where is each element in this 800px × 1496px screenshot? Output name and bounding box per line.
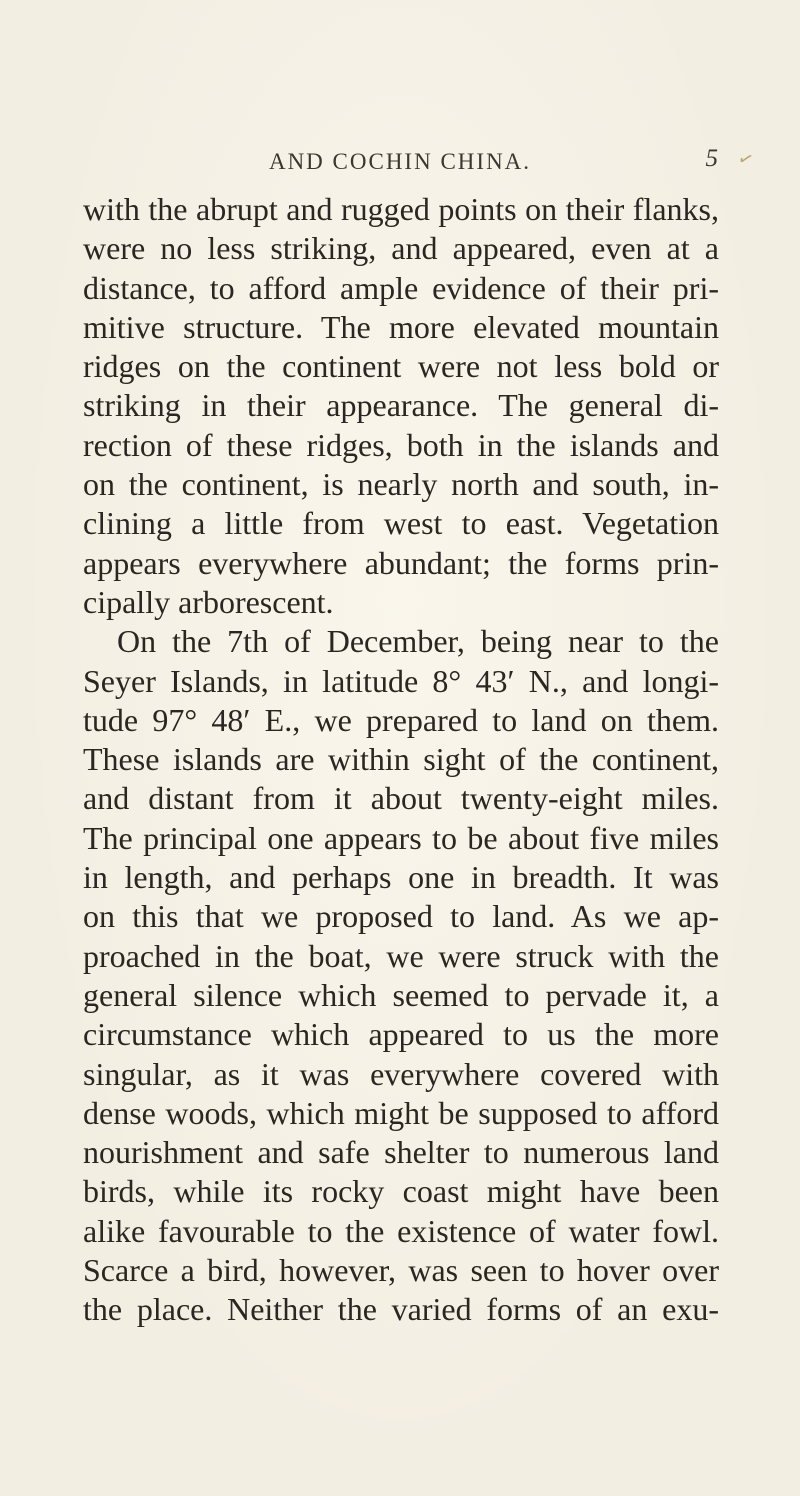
text-line-12: On the 7th of December, being near to the bbox=[117, 623, 719, 660]
text-line-25: nourishment and safe shelter to numerous land bbox=[83, 1134, 719, 1171]
text-line-4: mitive structure. The more elevated mountain bbox=[83, 308, 719, 345]
text-line-7: rection of these ridges, both in the islands and bbox=[83, 426, 719, 463]
text-line-29: the place. Neither the varied forms of an exu- bbox=[83, 1291, 719, 1328]
page-number: 5 bbox=[705, 145, 718, 172]
text-line-22: circumstance which appeared to us the more bbox=[83, 1016, 719, 1053]
text-line-24: dense woods, which might be supposed to afford bbox=[83, 1094, 719, 1131]
text-line-15: These islands are within sight of the continent, bbox=[83, 741, 719, 778]
text-line-6: striking in their appearance. The general di- bbox=[83, 387, 719, 424]
text-line-1: with the abrupt and rugged points on their flanks, bbox=[83, 191, 719, 227]
check-mark-icon: ✓ bbox=[734, 147, 757, 172]
text-line-9: clining a little from west to east. Vegetation bbox=[83, 505, 719, 542]
text-line-23: singular, as it was everywhere covered with bbox=[83, 1055, 719, 1092]
text-line-20: proached in the boat, we were struck with the bbox=[83, 937, 719, 974]
text-line-3: distance, to afford ample evidence of their pri- bbox=[83, 269, 719, 306]
text-line-26: birds, while its rocky coast might have been bbox=[83, 1173, 719, 1210]
text-line-28: Scarce a bird, however, was seen to hover over bbox=[83, 1252, 719, 1289]
text-line-5: ridges on the continent were not less bold or bbox=[83, 348, 719, 385]
body-text bbox=[83, 190, 719, 1330]
text-line-18: in length, and perhaps one in breadth. It was bbox=[83, 859, 719, 896]
running-head: AND COCHIN CHINA. bbox=[268, 149, 532, 174]
page-header bbox=[0, 145, 800, 179]
text-line-11: cipally arborescent. bbox=[83, 583, 334, 620]
text-line-8: on the continent, is nearly north and south, in- bbox=[83, 466, 719, 503]
text-line-13: Seyer Islands, in latitude 8° 43′ N., and longi- bbox=[83, 662, 719, 699]
text-line-14: tude 97° 48′ E., we prepared to land on them. bbox=[83, 701, 719, 738]
text-line-21: general silence which seemed to pervade it, a bbox=[83, 976, 719, 1013]
text-line-19: on this that we proposed to land. As we ap- bbox=[83, 898, 719, 935]
text-line-16: and distant from it about twenty-eight miles. bbox=[83, 780, 719, 817]
text-line-17: The principal one appears to be about five miles bbox=[83, 819, 719, 856]
text-line-10: appears everywhere abundant; the forms prin- bbox=[83, 544, 719, 581]
text-line-2: were no less striking, and appeared, even at a bbox=[83, 230, 719, 267]
text-line-27: alike favourable to the existence of water fowl. bbox=[83, 1212, 719, 1249]
